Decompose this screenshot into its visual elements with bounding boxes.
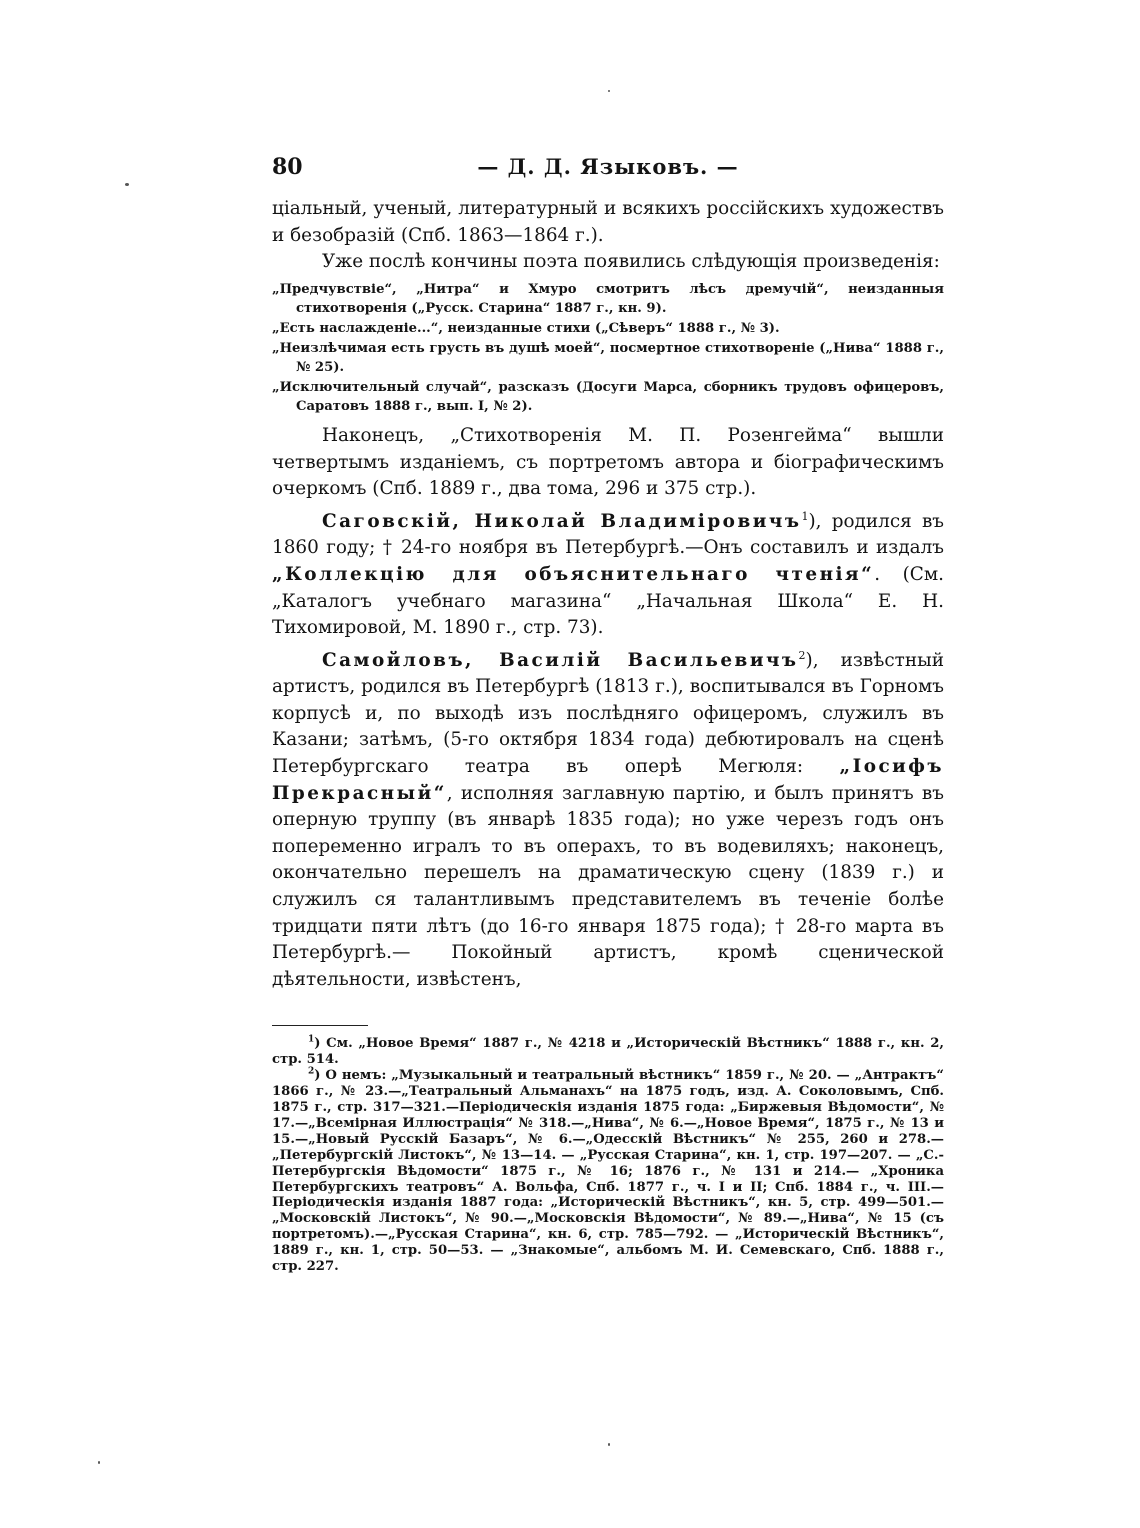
- footnote: [272, 1068, 944, 1275]
- work-entry: „Есть наслажденіе...“, неизданные стихи („Сѣверъ“ 1888 г., № 3).: [272, 320, 780, 336]
- entry-name: Самойловъ, Василій Васильевичъ: [322, 649, 799, 671]
- work-title: „Коллекцію для объяснительнаго чтенія“: [272, 563, 875, 585]
- scan-speck: [608, 90, 610, 92]
- entry-name: Саговскій, Николай Владиміровичъ: [322, 510, 802, 532]
- footnote-text: ) О немъ: „Музыкальный и театральный вѣстникъ“ 1859 г., № 20. — „Антрактъ“ 1866 г., № 23.—„Театральный Альманахъ“ на 1875 годъ, изд. А. Соколовымъ, Спб. 1875 г., стр. 317—321.—Періодическія изданія 1875 года: „Биржевыя Вѣдомости“, № 17.—„Всемірная Иллюстрація“ № 318.—„Нива“, № 6.—„Новое Время“, 1875 г., № 13 и 15.—„Новый Русскій Базаръ“, № 6.—„Одесскій Вѣстникъ“ № 255, 260 и 278.—„Петербургскій Листокъ“, № 13—14. — „Русская Старина“, кн. 1, стр. 197—207. — „С.-Петербургскія Вѣдомости“ 1875 г., № 16; 1876 г., № 131 и 214.— „Хроника Петербургскихъ театровъ“ А. Вольфа, Спб. 1877 г., ч. I и II; Спб. 1884 г., ч. III.—Періодическія изданія 1887 года: „Историческій Вѣстникъ“, кн. 5, стр. 499—501.—„Московскій Листокъ“, № 90.—„Московскія Вѣдомости“, № 89.—„Нива“, № 15 (съ портретомъ).—„Русская Старина“, кн. 6, стр. 785—792. — „Историческій Вѣстникъ“, 1889 г., кн. 1, стр. 50—53. — „Знакомые“, альбомъ М. И. Семевскаго, Спб. 1888 г., стр. 227.: [272, 1068, 944, 1275]
- footnote-ref: 2: [798, 648, 806, 662]
- entry-samoilov: [272, 648, 944, 994]
- paragraph-poems-edition: Наконецъ, „Стихотворенія М. П. Розенгейма“ вышли четвертымъ изданіемъ, съ портретомъ автора и біографическимъ очеркомъ (Спб. 1889 г., два тома, 296 и 375 стр.).: [272, 424, 944, 500]
- scan-speck: [125, 183, 129, 186]
- footnote-text: ) См. „Новое Время“ 1887 г., № 4218 и „Историческій Вѣстникъ“ 1888 г., кн. 2, стр. 514.: [272, 1036, 944, 1068]
- footnote-mark: 1: [308, 1035, 315, 1046]
- work-title: „Іосифъ Прекрасный“: [272, 756, 944, 804]
- page-number: 80: [272, 154, 303, 180]
- entry-text: ), извѣстный артистъ, родился въ Петербургѣ (1813 г.), воспитывался въ Горномъ корпусѣ и, по выходѣ изъ послѣдняго офицеромъ, служилъ въ Казани; затѣмъ, (5-го октября 1834 года) дебютировалъ на сценѣ Петербургскаго театра въ оперѣ Мегюля:: [272, 649, 944, 778]
- entry-sagovsky: [272, 509, 944, 642]
- book-page: [272, 150, 944, 1275]
- work-entry: „Предчувствіе“, „Нитра“ и Хмуро смотритъ лѣсъ дремучій“, неизданныя стихотворенія („Русск. Старина“ 1887 г., кн. 9).: [272, 281, 944, 317]
- footnote-divider: [272, 1025, 368, 1026]
- entry-text: , исполняя заглавную партію, и былъ принятъ въ оперную труппу (въ январѣ 1835 года); но уже черезъ годъ онъ попеременно игралъ то въ операхъ, то въ водевиляхъ; наконецъ, окончательно перешелъ на драматическую сцену (1839 г.) и служилъ ся талантливымъ представителемъ въ теченіе болѣе тридцати пяти лѣтъ (до 16-го января 1875 года); † 28-го марта въ Петербургѣ.— Покойный артистъ, кромѣ сценической дѣятельности, извѣстенъ,: [272, 782, 944, 990]
- footnote: [272, 1036, 944, 1068]
- work-entry: „Исключительный случай“, разсказъ (Досуги Марса, сборникъ трудовъ офицеровъ, Саратовъ 1888 г., вып. I, № 2).: [272, 379, 944, 415]
- main-text: [272, 196, 944, 993]
- work-entry: „Неизлѣчимая есть грусть въ душѣ моей“, посмертное стихотвореніе („Нива“ 1888 г., № 25).: [272, 340, 944, 376]
- posthumous-works-list: [272, 280, 944, 417]
- paragraph-posthumous-works: Уже послѣ кончины поэта появились слѣдующія произведенія:: [322, 251, 940, 273]
- scan-speck: [608, 1443, 610, 1446]
- page-header: [272, 150, 944, 184]
- entry-text: . (См. „Каталогъ учебнаго магазина“ „Начальная Школа“ Е. Н. Тихомировой, М. 1890 г., стр. 73).: [272, 563, 944, 639]
- footnote-ref: 1: [801, 509, 809, 523]
- running-title: — Д. Д. Языковъ. —: [477, 154, 739, 179]
- scan-speck: [98, 1461, 100, 1464]
- footnote-mark: 2: [308, 1066, 315, 1077]
- paragraph-continuation: ціальный, ученый, литературный и всякихъ россійскихъ художествъ и безобразій (Спб. 1863—1864 г.).: [272, 198, 944, 246]
- footnotes: [272, 1036, 944, 1275]
- entry-text: ), родился въ 1860 году; † 24-го ноября въ Петербургѣ.—Онъ составилъ и издалъ: [272, 510, 945, 559]
